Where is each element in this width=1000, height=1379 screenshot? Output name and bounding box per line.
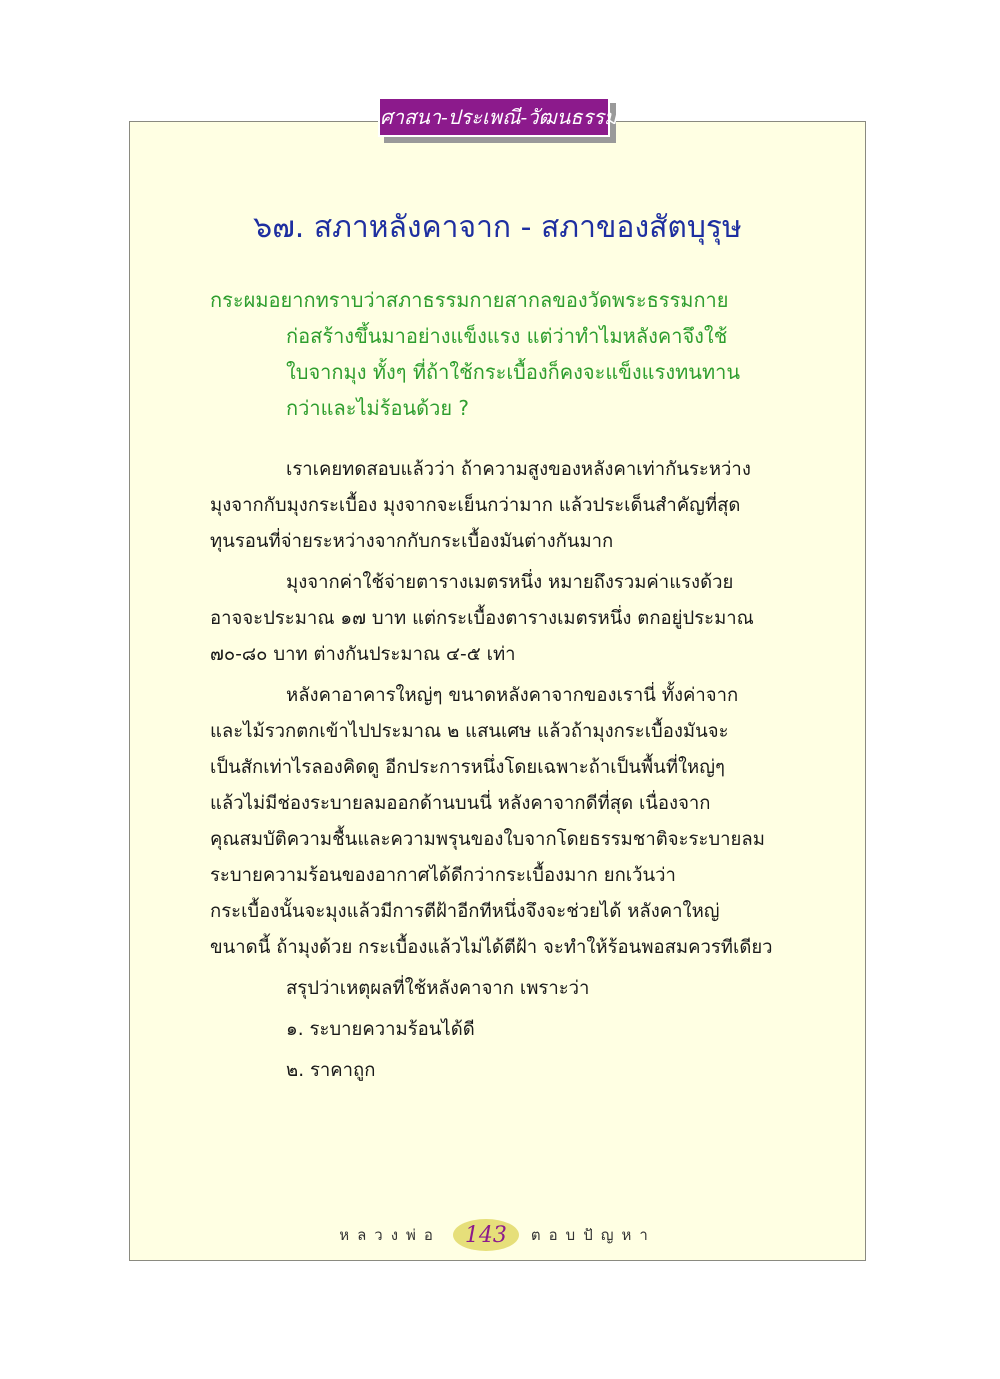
answer-paragraph-1 bbox=[210, 452, 800, 560]
question-line: ใบจากมุง ทั้งๆ ที่ถ้าใช้กระเบื้องก็คงจะแข็งแรงทนทาน bbox=[286, 360, 741, 384]
footer-book-title-right: ตอบปัญหา bbox=[530, 1226, 656, 1244]
paragraph-line: เราเคยทดสอบแล้วว่า ถ้าความสูงของหลังคาเท่ากันระหว่าง bbox=[286, 459, 751, 480]
reason-line: ๒. ราคาถูก bbox=[286, 1060, 376, 1081]
paragraph-line: ทุนรอนที่จ่ายระหว่างจากกับกระเบื้องมันต่างกันมาก bbox=[210, 531, 614, 552]
summary-paragraph bbox=[210, 971, 800, 1007]
paragraph-line: แล้วไม่มีช่องระบายลมออกด้านบนนี่ หลังคาจากดีที่สุด เนื่องจาก bbox=[210, 793, 711, 814]
reason-line: ๑. ระบายความร้อนได้ดี bbox=[286, 1019, 475, 1040]
paragraph-line: มุงจากค่าใช้จ่ายตารางเมตรหนึ่ง หมายถึงรวมค่าแรงด้วย bbox=[286, 572, 734, 593]
paragraph-line: มุงจากกับมุงกระเบื้อง มุงจากจะเย็นกว่ามาก แล้วประเด็นสำคัญที่สุด bbox=[210, 495, 741, 516]
paragraph-line: อาจจะประมาณ ๑๗ บาท แต่กระเบื้องตารางเมตรหนึ่ง ตกอยู่ประมาณ bbox=[210, 608, 754, 629]
question-line: กระผมอยากทราบว่าสภาธรรมกายสากลของวัดพระธรรมกาย bbox=[210, 288, 729, 312]
paragraph-line: ระบายความร้อนของอากาศได้ดีกว่ากระเบื้องมาก ยกเว้นว่า bbox=[210, 865, 676, 886]
section-tab: ศาสนา-ประเพณี-วัฒนธรรม bbox=[378, 97, 610, 137]
paragraph-line: หลังคาอาคารใหญ่ๆ ขนาดหลังคาจากของเรานี่ ทั้งค่าจาก bbox=[286, 685, 739, 706]
reason-item-2 bbox=[210, 1053, 800, 1089]
question-block bbox=[210, 282, 800, 426]
paragraph-line: ขนาดนี้ ถ้ามุงด้วย กระเบื้องแล้วไม่ได้ตีฝ้า จะทำให้ร้อนพอสมควรทีเดียว bbox=[210, 937, 773, 958]
reason-item-1 bbox=[210, 1012, 800, 1048]
summary-line: สรุปว่าเหตุผลที่ใช้หลังคาจาก เพราะว่า bbox=[286, 978, 590, 999]
footer-book-title-left: หลวงพ่อ bbox=[339, 1226, 441, 1244]
paragraph-line: คุณสมบัติความชื้นและความพรุนของใบจากโดยธรรมชาติจะระบายลม bbox=[210, 829, 765, 850]
paragraph-line: ๗๐-๘๐ บาท ต่างกันประมาณ ๔-๕ เท่า bbox=[210, 644, 516, 665]
paragraph-line: กระเบื้องนั้นจะมุงแล้วมีการตีฝ้าอีกทีหนึ่งจึงจะช่วยได้ หลังคาใหญ่ bbox=[210, 901, 720, 922]
answer-paragraph-2 bbox=[210, 565, 800, 673]
page-footer bbox=[129, 1215, 866, 1255]
question-line: ก่อสร้างขึ้นมาอย่างแข็งแรง แต่ว่าทำไมหลังคาจึงใช้ bbox=[286, 324, 728, 348]
answer-paragraph-3 bbox=[210, 678, 800, 966]
article-title: ๖๗. สภาหลังคาจาก - สภาของสัตบุรุษ bbox=[253, 210, 742, 245]
paragraph-line: และไม้รวกตกเข้าไปประมาณ ๒ แสนเศษ แล้วถ้ามุงกระเบื้องมันจะ bbox=[210, 721, 729, 742]
page-number-badge: 143 bbox=[453, 1219, 519, 1251]
paragraph-line: เป็นสักเท่าไรลองคิดดู อีกประการหนึ่งโดยเฉพาะถ้าเป็นพื้นที่ใหญ่ๆ bbox=[210, 757, 725, 778]
answer-block bbox=[210, 452, 800, 1094]
question-line: กว่าและไม่ร้อนด้วย ? bbox=[286, 396, 470, 420]
